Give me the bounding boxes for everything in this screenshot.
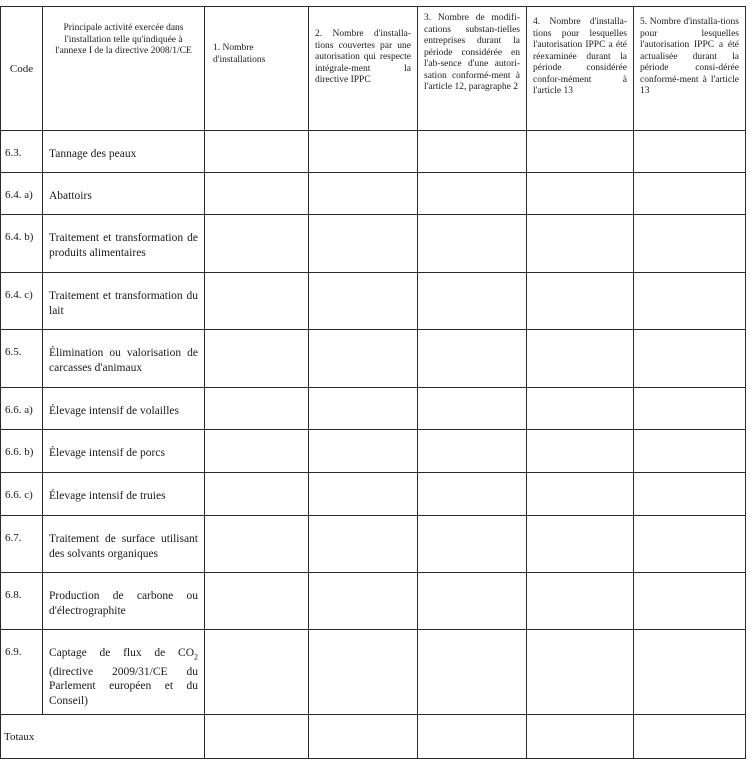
row-activity: Élevage intensif de porcs: [43, 430, 205, 473]
header-col4: 4. Nombre d'installa-tions pour lesquelles l'autorisation IPPC a été réexaminée durant la période considérée confor-mément à l'article 13: [527, 7, 634, 131]
cell-col4[interactable]: [527, 430, 634, 473]
header-col3: 3. Nombre de modifi-cations substan-tielles entreprises durant la période considérée en l'ab-sence d'une autori-sation conformé-ment à l'article 12, paragraphe 2: [418, 7, 527, 131]
table-row: [1, 273, 746, 330]
cell-col2[interactable]: [309, 388, 418, 430]
cell-col4[interactable]: [527, 516, 634, 573]
cell-col3[interactable]: [418, 516, 527, 573]
cell-col1[interactable]: [205, 573, 309, 630]
row-activity: Production de carbone ou d'électrographite: [43, 573, 205, 630]
cell-col2[interactable]: [309, 131, 418, 173]
cell-col2[interactable]: [309, 473, 418, 516]
cell-col3[interactable]: [418, 330, 527, 388]
cell-col2[interactable]: [309, 215, 418, 273]
cell-col5[interactable]: [634, 516, 746, 573]
cell-col1[interactable]: [205, 516, 309, 573]
row-code: 6.6. b): [1, 430, 43, 473]
cell-col1[interactable]: [205, 173, 309, 215]
row-activity: Abattoirs: [43, 173, 205, 215]
cell-col4[interactable]: [527, 173, 634, 215]
activity-text-pre: Captage de flux de CO: [49, 647, 194, 659]
header-col2: 2. Nombre d'installa-tions couvertes par une autorisation qui respecte intégrale-ment la directive IPPC: [309, 7, 418, 131]
row-activity: Traitement et transformation du lait: [43, 273, 205, 330]
cell-col3[interactable]: [418, 388, 527, 430]
row-code: 6.4. b): [1, 215, 43, 273]
ippc-installations-table: [0, 6, 746, 759]
cell-col3[interactable]: [418, 273, 527, 330]
row-code: 6.4. c): [1, 273, 43, 330]
total-col1[interactable]: [205, 715, 309, 759]
cell-col4[interactable]: [527, 215, 634, 273]
cell-col1[interactable]: [205, 215, 309, 273]
document-page: [0, 6, 746, 759]
table-row: [1, 516, 746, 573]
cell-col4[interactable]: [527, 330, 634, 388]
cell-col1[interactable]: [205, 273, 309, 330]
cell-col1[interactable]: [205, 131, 309, 173]
header-col1: 1. Nombre d'installations: [205, 7, 309, 131]
total-col4[interactable]: [527, 715, 634, 759]
cell-col2[interactable]: [309, 330, 418, 388]
table-row: [1, 430, 746, 473]
header-activity: Principale activité exercée dans l'installation telle qu'indiquée à l'annexe I de la directive 2008/1/CE: [43, 7, 205, 131]
row-activity: [43, 630, 205, 715]
cell-col5[interactable]: [634, 131, 746, 173]
row-activity: Traitement de surface utilisant des solvants organiques: [43, 516, 205, 573]
cell-col5[interactable]: [634, 330, 746, 388]
cell-col4[interactable]: [527, 273, 634, 330]
row-code: 6.9.: [1, 630, 43, 715]
totals-label: Totaux: [1, 715, 205, 759]
cell-col1[interactable]: [205, 388, 309, 430]
cell-col5[interactable]: [634, 388, 746, 430]
total-col2[interactable]: [309, 715, 418, 759]
total-col5[interactable]: [634, 715, 746, 759]
cell-col3[interactable]: [418, 215, 527, 273]
header-code: Code: [1, 7, 43, 131]
table-row: [1, 573, 746, 630]
total-col3[interactable]: [418, 715, 527, 759]
cell-col5[interactable]: [634, 273, 746, 330]
row-code: 6.3.: [1, 131, 43, 173]
cell-col4[interactable]: [527, 573, 634, 630]
row-code: 6.5.: [1, 330, 43, 388]
activity-subscript: 2: [194, 652, 198, 662]
cell-col5[interactable]: [634, 430, 746, 473]
cell-col4[interactable]: [527, 473, 634, 516]
cell-col2[interactable]: [309, 173, 418, 215]
row-code: 6.7.: [1, 516, 43, 573]
cell-col4[interactable]: [527, 388, 634, 430]
cell-col2[interactable]: [309, 516, 418, 573]
row-code: 6.6. a): [1, 388, 43, 430]
table-row: [1, 215, 746, 273]
activity-text-post: (directive 2009/31/CE du Parlement européen et du Conseil): [49, 665, 198, 707]
cell-col3[interactable]: [418, 430, 527, 473]
cell-col3[interactable]: [418, 630, 527, 715]
table-row: [1, 473, 746, 516]
cell-col1[interactable]: [205, 473, 309, 516]
header-row: [1, 7, 746, 131]
row-code: 6.4. a): [1, 173, 43, 215]
row-activity: Élimination ou valorisation de carcasses d'animaux: [43, 330, 205, 388]
cell-col1[interactable]: [205, 430, 309, 473]
cell-col5[interactable]: [634, 573, 746, 630]
row-code: 6.6. c): [1, 473, 43, 516]
cell-col5[interactable]: [634, 215, 746, 273]
row-code: 6.8.: [1, 573, 43, 630]
cell-col3[interactable]: [418, 173, 527, 215]
cell-col3[interactable]: [418, 573, 527, 630]
cell-col4[interactable]: [527, 131, 634, 173]
cell-col3[interactable]: [418, 473, 527, 516]
cell-col2[interactable]: [309, 273, 418, 330]
cell-col3[interactable]: [418, 131, 527, 173]
header-col5: 5. Nombre d'installa-tions pour lesquelles l'autorisation IPPC a été actualisée durant la période consi-dérée conformé-ment à l'article 13: [634, 7, 746, 131]
table-row: [1, 173, 746, 215]
table-row: [1, 131, 746, 173]
cell-col5[interactable]: [634, 473, 746, 516]
row-activity: Tannage des peaux: [43, 131, 205, 173]
cell-col1[interactable]: [205, 630, 309, 715]
row-activity: Traitement et transformation de produits alimentaires: [43, 215, 205, 273]
cell-col5[interactable]: [634, 630, 746, 715]
totals-row: [1, 715, 746, 759]
cell-col2[interactable]: [309, 630, 418, 715]
row-activity: Élevage intensif de truies: [43, 473, 205, 516]
row-activity: Élevage intensif de volailles: [43, 388, 205, 430]
cell-col2[interactable]: [309, 573, 418, 630]
table-row: [1, 330, 746, 388]
cell-col5[interactable]: [634, 173, 746, 215]
table-row: [1, 630, 746, 715]
table-row: [1, 388, 746, 430]
cell-col1[interactable]: [205, 330, 309, 388]
cell-col4[interactable]: [527, 630, 634, 715]
cell-col2[interactable]: [309, 430, 418, 473]
